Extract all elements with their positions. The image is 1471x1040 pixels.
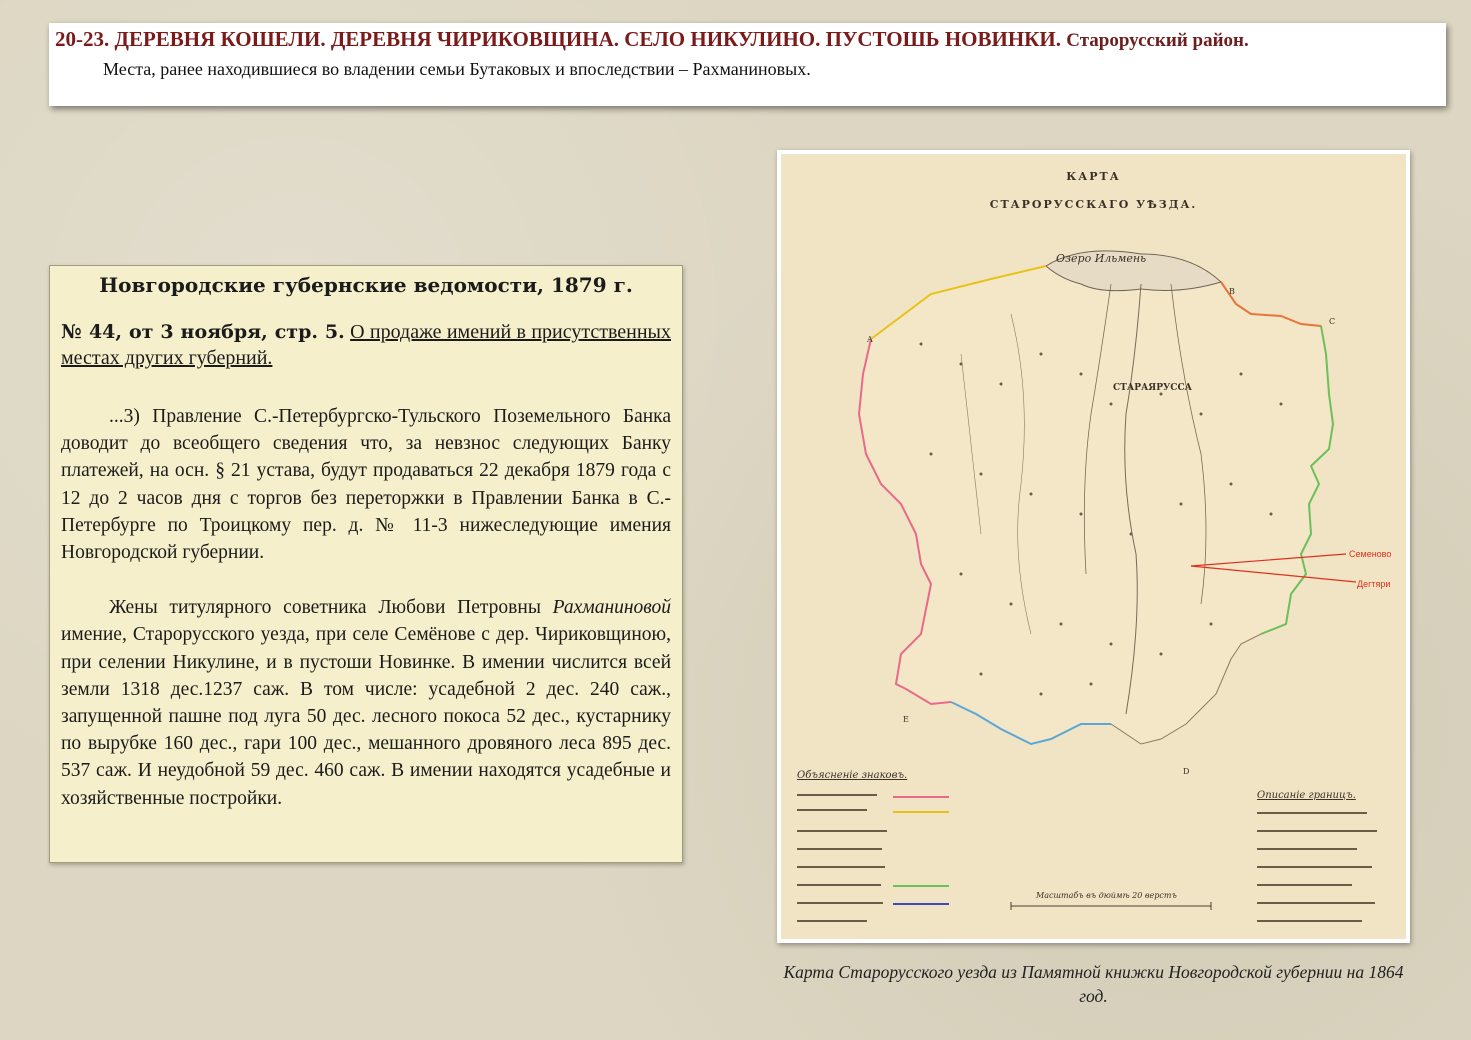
corner-label-b: B [1229,287,1235,296]
excerpt-title: Новгородские губернские ведомости, 1879 г. [99,273,633,297]
map-caption: Карта Старорусского уезда из Памятной книжки Новгородской губернии на 1864 год. [783,962,1404,1006]
paragraph-2-name: Рахманиновой [552,597,671,619]
map-legend-title: Объясненіе знаковъ. [797,770,908,781]
corner-label-c: C [1329,317,1336,326]
corner-label-e: E [903,715,909,724]
issue-line [61,319,671,371]
historical-map [781,154,1406,939]
page-subtitle: Места, ранее находившиеся во владении семьи Бутаковых и впоследствии – Рахманиновых. [103,59,811,79]
paragraph-2-rest: имение, Старорусского уезда, при селе Семёнове с дер. Чириковщиною, при селении Никулине, и в пустоши Новинке. В имении числится всей земли 1318 дес.1237 саж. В том числе: усадебной 2 дес. 240 саж., запущенной пашне под луга 50 дес. лесного покоса 52 дес., кустарнику по вырубке 160 дес., гари 100 дес., мешанного дровяного леса 895 дес. 537 саж. И неудобной 59 дес. 460 саж. В имении находятся усадебные и хозяйственные постройки. [61,624,671,809]
map-drawing [781,154,1406,939]
page-title [55,27,1440,53]
excerpt-paragraph-2 [61,594,671,812]
legend-text-lines [797,794,1377,922]
corner-label-a: A [867,335,873,344]
excerpt-paragraph-1: ...3) Правление С.-Петербургско-Тульского Поземельного Банка доводит до всеобщего сведения что, за невзнос следующих Банку платежей, на осн. § 21 устава, будут продаваться 22 декабря 1879 года с 12 до 2 часов дня с торгов без переторжки в Правлении Банка в С.-Петербурге по Троицкому пер. д. № 11-3 нижеследующие имения Новгородской губернии. [61,406,671,564]
paragraph-2-start: Жены титулярного советника Любови Петровны [109,597,541,619]
page-title-district: Старорусский район. [1066,30,1249,51]
annotation-degtyari: Дегтяри [1357,579,1391,589]
map-borders-title: Описаніе границъ. [1257,790,1356,801]
issue-number: № 44, от 3 ноября, стр. 5. [61,321,345,343]
district-area [859,266,1336,744]
header-banner [49,23,1446,106]
map-lake-label: Озеро Ильмень [1056,252,1147,265]
map-town-label: СТАРАЯРУССА [1113,383,1192,393]
page-title-main: 20-23. ДЕРЕВНЯ КОШЕЛИ. ДЕРЕВНЯ ЧИРИКОВЩИНА. СЕЛО НИКУЛИНО. ПУСТОШЬ НОВИНКИ. [55,27,1061,51]
map-scale-label: Масштабъ въ дюймѣ 20 верстъ [1036,891,1177,900]
map-figure [777,150,1410,943]
issue-topic: О продаже имений в присутственных местах других губерний. [61,321,671,369]
map-title-line-1: КАРТА [1066,170,1121,183]
annotation-semenovo: Семеново [1349,549,1392,559]
map-title-line-2: СТАРОРУССКАГО УѢЗДА. [989,198,1198,211]
corner-label-d: D [1183,767,1190,776]
newspaper-excerpt [49,265,683,863]
